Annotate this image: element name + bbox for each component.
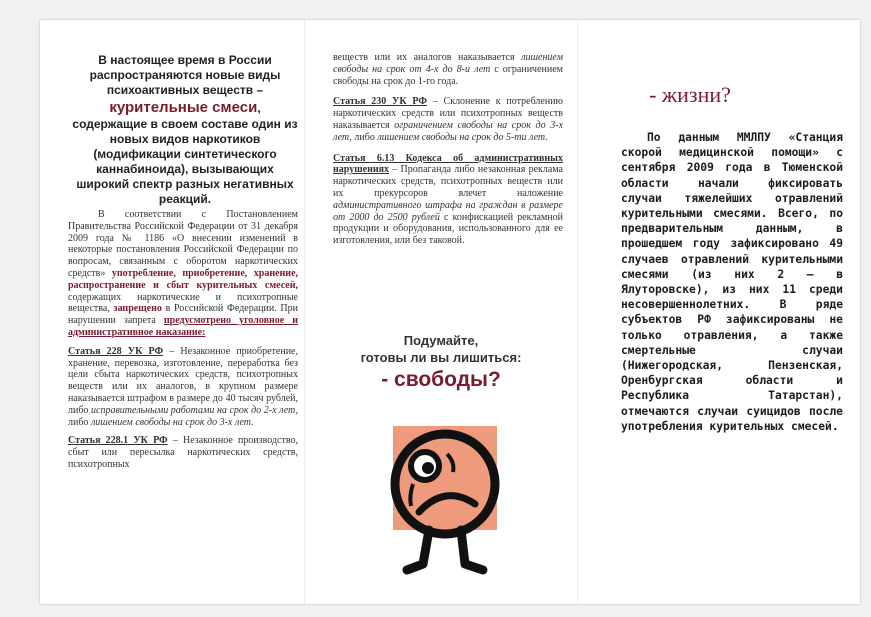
poisoning-statistics <box>621 130 843 434</box>
law-liability: предусмотрено уголовное и административное наказание: <box>68 315 298 338</box>
intro-text-1: В настоящее время в России распространяются новые виды психоактивных веществ – <box>89 53 281 97</box>
intro-block <box>72 53 298 207</box>
question-freedom <box>305 332 577 394</box>
article-230 <box>333 96 563 143</box>
brochure-sheet <box>40 20 860 604</box>
smoking-mixtures-highlight: курительные смеси <box>109 99 258 116</box>
sad-face-icon <box>379 424 511 579</box>
panel-right <box>577 20 860 604</box>
intro-text-3: , содержащие в своем составе один из новых видов наркотиков (модификации синтетического каннабиноида), вызывающих широкий спектр разных негативных реакций. <box>72 101 298 206</box>
question-life: - жизни? <box>649 82 731 107</box>
law-prohibited-actions: употребление, приобретение, хранение, распространение и сбыт курительных смесей, <box>68 267 299 291</box>
article-228-1-title: Статья 228.1 УК РФ <box>68 435 168 447</box>
article-228-mid: либо <box>68 416 89 428</box>
statistics-text: По данным ММЛПУ «Станция скорой медицинской помощи» с сентября 2009 года в Тюменской области начали фиксировать случаи тяжелейших отравлений курительными смесями. Всего, по предварительным данным, в прошедшем году зафиксировано 49 случаев отравлений курительными смесями (из них 2 – в Ялуторовске), из них 11 среди несовершеннолетних. В ряде субъектов РФ зафиксированы не только отравления, а также смертельные случаи (Нижегородская, Пензенская, Оренбургская области и Республика Татарстан), отмечаются случаи суицидов после употребления курительных смесей. <box>621 131 843 433</box>
articles-continued <box>333 52 563 256</box>
article-230-mid: либо <box>354 131 375 143</box>
continued-text: веществ или их аналогов наказывается <box>333 52 515 63</box>
article-6-13 <box>333 153 563 247</box>
law-paragraph <box>68 209 298 339</box>
article-228-1-text: – Незаконное производство, сбыт или пересылка наркотических средств, психотропных <box>68 435 299 470</box>
article-228-title: Статья 228 УК РФ <box>68 345 164 357</box>
law-end: в Российской Федерации. При нарушении запрета <box>68 303 299 327</box>
question-line-1: Подумайте, <box>403 333 479 348</box>
law-intro: В соответствии с Постановлением Правительства Российской Федерации от 31 декабря 2009 года № 1186 «О внесении изменений в некоторые постановления Российской Федерации по вопросам, связанным с оборотом наркотических средств» <box>68 209 298 279</box>
article-6-13-text: – Пропаганда либо незаконная реклама наркотических средств, психотропных веществ или их прекурсоров влечет наложение <box>333 164 563 199</box>
law-forbidden: запрещено <box>113 303 162 315</box>
question-line-3: - свободы? <box>381 368 501 391</box>
article-228-text: – Незаконное приобретение, хранение, перевозка, изготовление, переработка без цели сбыта наркотических средств, психотропных веществ или их аналогов, в крупном размере наказывается штрафом в размере до 40 тысяч рублей, либо <box>68 345 298 416</box>
article-228-1 <box>68 435 298 470</box>
continued-end: с ограничением свободы на срок до 1-го года. <box>333 63 563 87</box>
continued-penalty: лишением свободы на срок от 4-х до 8-и лет <box>333 52 564 75</box>
article-228-penalty-1: исправительными работами на срок до 2-х лет, <box>91 404 298 416</box>
article-228 <box>68 346 298 429</box>
article-6-13-penalty: административного штрафа на граждан в размере от 2000 до 2500 рублей <box>333 199 563 223</box>
panel-left <box>40 20 304 604</box>
law-mid: содержащих наркотические и психотропные вещества, <box>68 291 298 315</box>
article-6-13-title: Статья 6.13 Кодекса об административных нарушениях <box>333 152 563 176</box>
article-230-title: Статья 230 УК РФ <box>333 96 427 108</box>
article-228-penalty-2: лишением свободы на срок до 3-х лет. <box>90 416 254 428</box>
article-228-1-continued <box>333 52 563 87</box>
article-6-13-end: с конфискацией рекламной продукции и оборудования, использованного для ее изготовления, или без таковой. <box>333 211 563 247</box>
article-230-text: – Склонение к потреблению наркотических средств или психотропных веществ наказывается <box>333 96 564 131</box>
article-230-penalty-1: ограничением свободы на срок до 3-х лет, <box>333 119 564 143</box>
panel-middle <box>304 20 578 604</box>
question-line-2: готовы ли вы лишиться: <box>360 350 522 365</box>
law-section <box>68 209 298 478</box>
article-230-penalty-2: лишением свободы на срок до 5-ти лет. <box>377 131 548 143</box>
